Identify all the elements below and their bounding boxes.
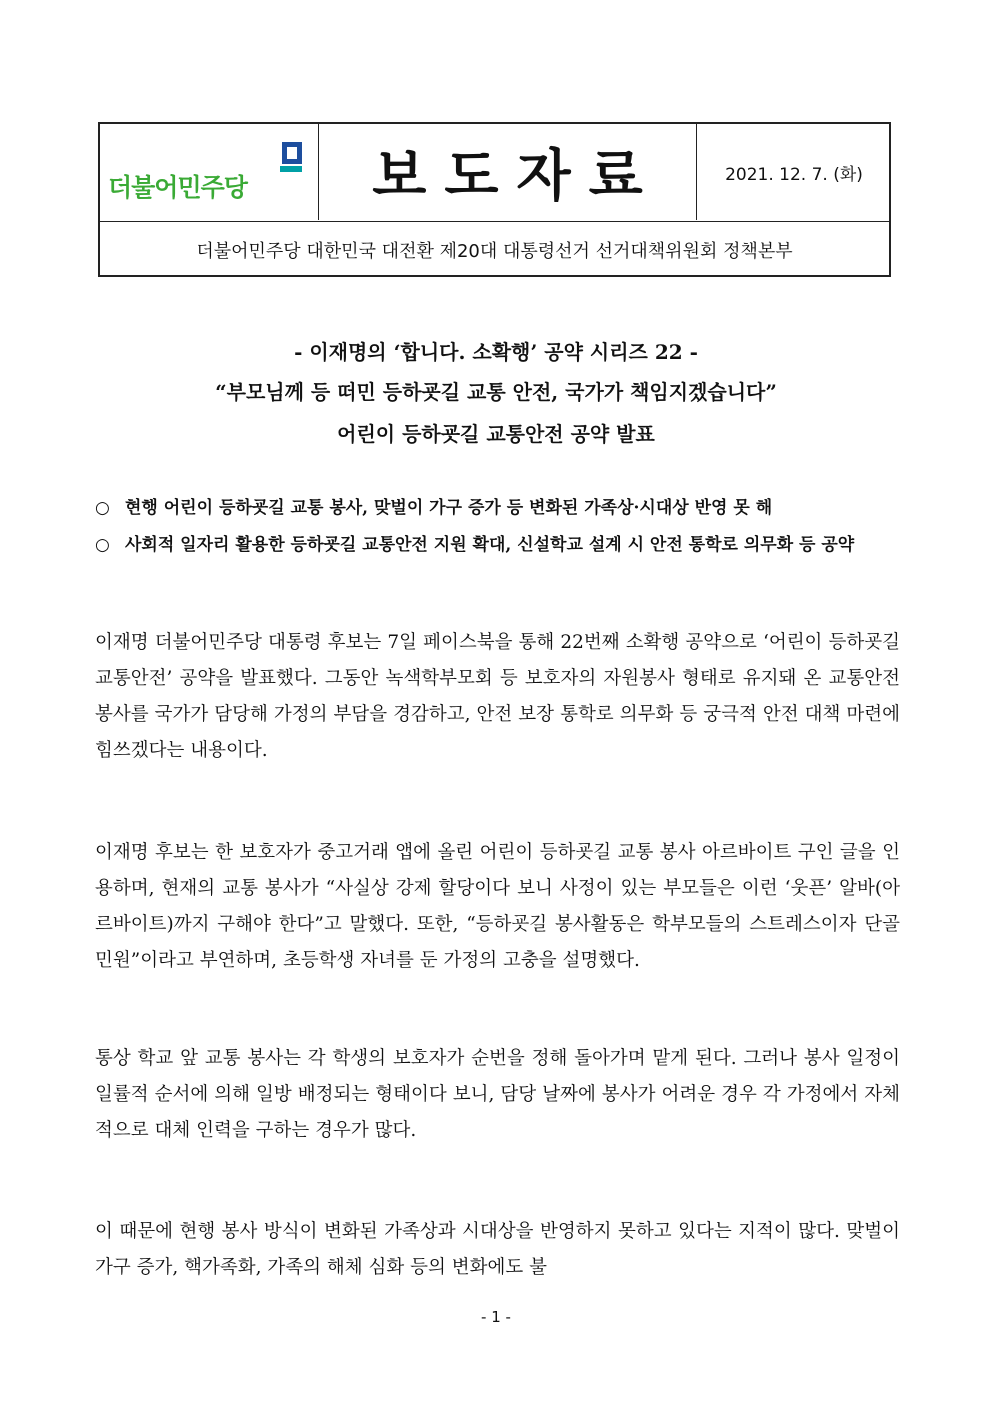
summary-bullets — [95, 490, 905, 564]
page-number: - 1 - — [481, 1308, 511, 1326]
organization-row — [100, 222, 889, 277]
party-logo-text: 더불어민주당 — [108, 173, 247, 202]
header-top-row — [100, 124, 889, 222]
circle-bullet-icon: ○ — [95, 498, 110, 518]
body-paragraph: 이 때문에 현행 봉사 방식이 변화된 가족상과 시대상을 반영하지 못하고 있다는 지적이 많다. 맞벌이 가구 증가, 핵가족화, 가족의 해체 심화 등의 변화에도 불 — [95, 1221, 900, 1278]
body-paragraph: 통상 학교 앞 교통 봉사는 각 학생의 보호자가 순번을 정해 돌아가며 맡게 된다. 그러나 봉사 일정이 일률적 순서에 의해 일방 배정되는 형태이다 보니, 담당 날짜에 봉사가 어려운 경우 각 가정에서 자체적으로 대체 인력을 구하는 경우가 많다. — [95, 1048, 900, 1141]
summary-bullet — [95, 527, 905, 564]
press-release-header — [98, 122, 891, 277]
date-cell — [697, 124, 891, 220]
bullet-text: 사회적 일자리 활용한 등하굣길 교통안전 지원 확대, 신설학교 설계 시 안전 통학로 의무화 등 공약 — [125, 535, 855, 555]
organization-name: 더불어민주당 대한민국 대전환 제20대 대통령선거 선거대책위원회 정책본부 — [196, 240, 793, 262]
headline-quote: “부모님께 등 떠민 등하굣길 교통 안전, 국가가 책임지겠습니다” — [215, 380, 777, 404]
document-title: 보도자료 — [372, 144, 661, 209]
headline-main: 어린이 등하굣길 교통안전 공약 발표 — [337, 422, 655, 446]
release-date: 2021. 12. 7. (화) — [725, 164, 863, 185]
party-logo-mark-icon — [278, 140, 304, 174]
body-paragraph: 이재명 후보는 한 보호자가 중고거래 앱에 올린 어린이 등하굣길 교통 봉사 아르바이트 구인 글을 인용하며, 현재의 교통 봉사가 “사실상 강제 할당이다 보니 사정이 있는 부모들은 이런 ‘웃픈’ 알바(아르바이트)까지 구해야 한다”고 말했다. 또한, “등하굣길 봉사활동은 학부모들의 스트레스이자 단골 민원”이라고 부연하며, 초등학생 자녀를 둔 가정의 고충을 설명했다. — [95, 842, 900, 971]
headline-series: - 이재명의 ‘합니다. 소확행’ 공약 시리즈 22 - — [294, 340, 698, 364]
bullet-text: 현행 어린이 등하굣길 교통 봉사, 맞벌이 가구 증가 등 변화된 가족상·시대상 반영 못 해 — [125, 498, 773, 518]
party-logo — [100, 124, 319, 220]
circle-bullet-icon: ○ — [95, 535, 110, 555]
summary-bullet — [95, 490, 905, 527]
body-paragraph: 이재명 더불어민주당 대통령 후보는 7일 페이스북을 통해 22번째 소확행 공약으로 ‘어린이 등하굣길 교통안전’ 공약을 발표했다. 그동안 녹색학부모회 등 보호자의 자원봉사 형태로 유지돼 온 교통안전 봉사를 국가가 담당해 가정의 부담을 경감하고, 안전 보장 통학로 의무화 등 궁극적 안전 대책 마련에 힘쓰겠다는 내용이다. — [95, 632, 900, 761]
title-cell — [319, 124, 697, 220]
